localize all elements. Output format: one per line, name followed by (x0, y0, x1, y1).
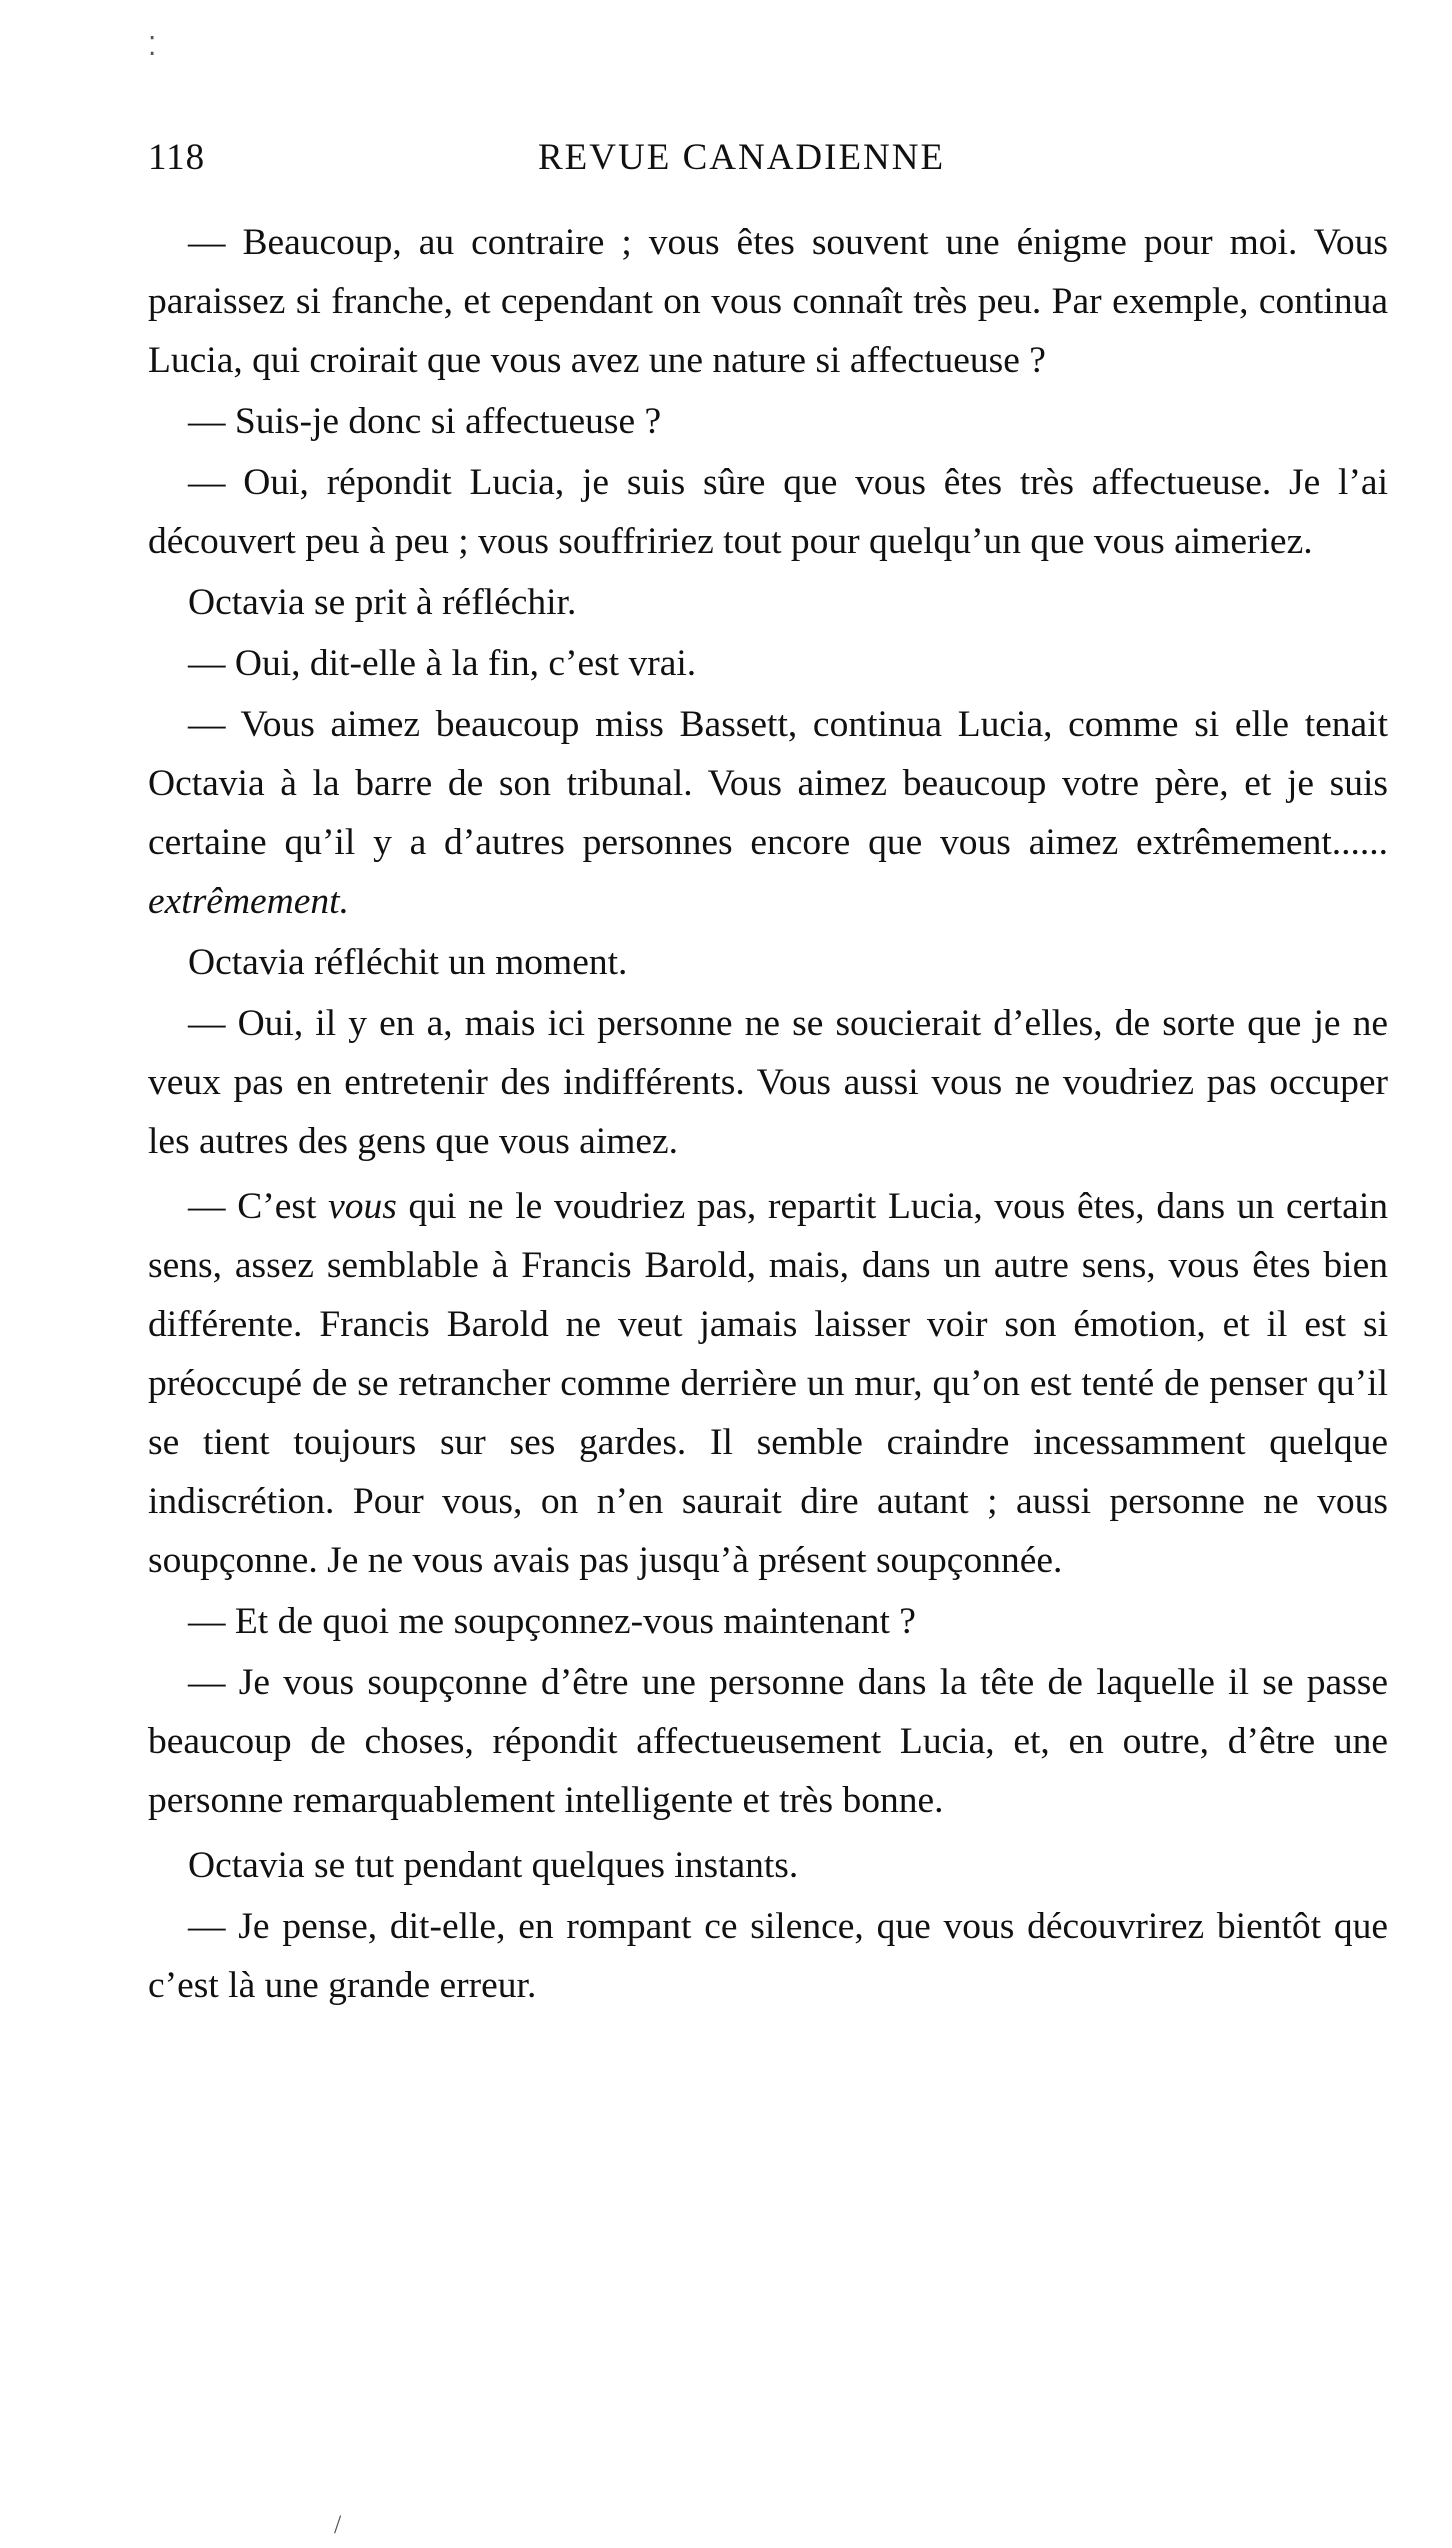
paragraph: — Suis-je donc si affectueuse ? (188, 401, 662, 442)
paragraph (148, 1177, 1388, 1590)
paragraph-text: qui ne le voudriez pas, repartit Lucia, vous êtes, dans un certain sens, assez semblable à Francis Barold, mais, dans un autre sens, vous êtes bien différente. Francis Barold ne veut jamais laisser voir son émotion, et il est si préoccupé de se retrancher comme derrière un mur, qu’on est tenté de penser qu’il se tient toujours sur ses gardes. Il semble craindre incessamment quelque indiscrétion. Pour vous, on n’en saurait dire autant ; aussi personne ne vous soupçonne. Je ne vous avais pas jusqu’à présent soupçonnée. (148, 1186, 1388, 1581)
page-number: 118 (148, 137, 206, 178)
paragraph: — Et de quoi me soupçonnez-vous maintenant ? (188, 1601, 916, 1642)
paper-speck: / (334, 2510, 342, 2539)
paragraph-text: — C’est (188, 1186, 329, 1227)
paragraph: — Oui, répondit Lucia, je suis sûre que vous êtes très affectueuse. Je l’ai découvert peu à peu ; vous souffririez tout pour quelqu’un que vous aimeriez. (148, 462, 1388, 562)
paragraph: — Beaucoup, au contraire ; vous êtes souvent une énigme pour moi. Vous paraissez si franche, et cependant on vous connaît très peu. Par exemple, continua Lucia, qui croirait que vous avez une nature si affectueuse ? (148, 222, 1388, 381)
paragraph: — Oui, dit-elle à la fin, c’est vrai. (188, 643, 697, 684)
paragraph: Octavia se prit à réfléchir. (188, 582, 577, 623)
italic-emphasis: vous (328, 1186, 397, 1227)
paragraph (148, 695, 1388, 931)
journal-title: REVUE CANADIENNE (538, 137, 946, 178)
paragraph: Octavia réfléchit un moment. (188, 942, 628, 983)
paper-speck: ⁚ (148, 32, 157, 61)
paragraph: — Je pense, dit-elle, en rompant ce silence, que vous découvrirez bientôt que c’est là une grande erreur. (148, 1906, 1388, 2006)
paragraph: — Oui, il y en a, mais ici personne ne se soucierait d’elles, de sorte que je ne veux pas en entretenir des indifférents. Vous aussi vous ne voudriez pas occuper les autres des gens que vous aimez. (148, 1003, 1388, 1162)
paragraph-text: — Vous aimez beaucoup miss Bassett, continua Lucia, comme si elle tenait Octavia à la barre de son tribunal. Vous aimez beaucoup votre père, et je suis certaine qu’il y a d’autres personnes encore que vous aimez extrêmement...... (148, 704, 1388, 863)
body-text (148, 213, 1388, 2015)
running-head (148, 136, 1388, 186)
paragraph: Octavia se tut pendant quelques instants. (188, 1845, 799, 1886)
paragraph: — Je vous soupçonne d’être une personne dans la tête de laquelle il se passe beaucoup de choses, répondit affectueusement Lucia, et, en outre, d’être une personne remarquablement intelligente et très bonne. (148, 1662, 1388, 1821)
italic-emphasis: extrêmement. (148, 881, 349, 922)
